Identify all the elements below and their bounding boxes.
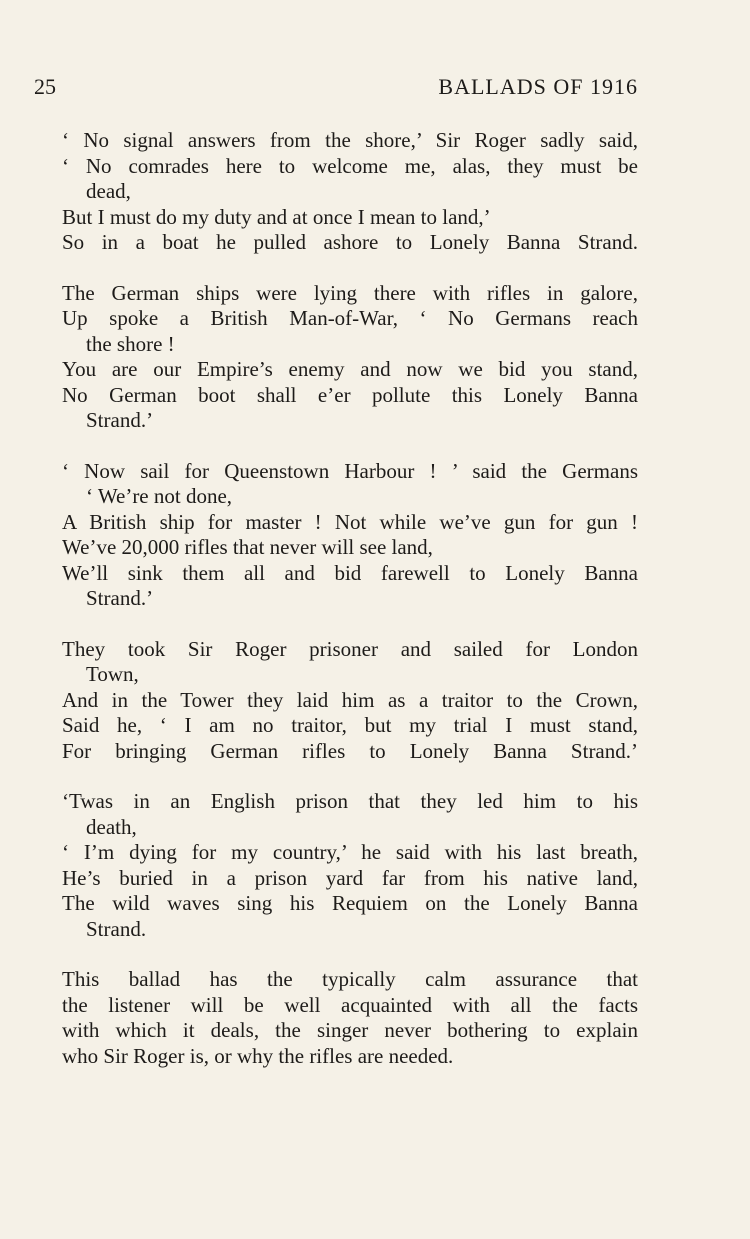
verse-line: Strand.’ [86, 408, 154, 432]
verse-line: Said he, ‘ I am no traitor, but my trial I must stand, [62, 713, 638, 737]
verse-line: Up spoke a British Man-of-War, ‘ No Germans reach [62, 306, 638, 330]
verse-line: He’s buried in a prison yard far from his native land, [62, 865, 638, 890]
commentary-line: the listener will be well acquainted with all the facts [62, 992, 638, 1017]
verse-line: The wild waves sing his Requiem on the Lonely Banna [62, 891, 638, 915]
verse-line: For bringing German rifles to Lonely Banna Strand.’ [62, 738, 638, 763]
commentary-line: with which it deals, the singer never bothering to explain [62, 1018, 638, 1042]
verse-line: ‘Twas in an English prison that they led him to his [62, 789, 638, 813]
stanza-2 [62, 281, 638, 434]
ballad-body [62, 128, 638, 1069]
verse-line: Strand.’ [86, 586, 154, 610]
verse-line: So in a boat he pulled ashore to Lonely Banna Strand. [62, 230, 638, 254]
verse-line: You are our Empire’s enemy and now we bid you stand, [62, 357, 638, 381]
commentary-line: This ballad has the typically calm assurance that [62, 967, 638, 991]
verse-line: ‘ No signal answers from the shore,’ Sir Roger sadly said, [62, 128, 638, 152]
verse-line: ‘ We’re not done, [86, 484, 233, 508]
running-title: BALLADS OF 1916 [438, 74, 638, 99]
verse-line: We’ve 20,000 rifles that never will see land, [62, 535, 433, 559]
verse-line: A British ship for master ! Not while we’ve gun for gun ! [62, 509, 638, 534]
verse-line: ‘ Now sail for Queenstown Harbour ! ’ said the Germans [62, 458, 638, 483]
verse-line: dead, [86, 179, 131, 203]
verse-line: They took Sir Roger prisoner and sailed for London [62, 636, 638, 661]
verse-line: But I must do my duty and at once I mean to land,’ [62, 204, 491, 229]
verse-line: the shore ! [86, 331, 175, 356]
commentary-paragraph [62, 967, 638, 1069]
verse-line: ‘ I’m dying for my country,’ he said with his last breath, [62, 840, 638, 864]
verse-line: Strand. [86, 916, 147, 941]
verse-line: No German boot shall e’er pollute this Lonely Banna [62, 382, 638, 407]
stanza-1 [62, 128, 638, 256]
verse-line: We’ll sink them all and bid farewell to Lonely Banna [62, 560, 638, 585]
stanza-5 [62, 789, 638, 942]
commentary-line: who Sir Roger is, or why the rifles are needed. [62, 1043, 454, 1068]
running-header [34, 74, 638, 100]
verse-line: death, [86, 814, 137, 839]
stanza-4 [62, 637, 638, 765]
verse-line: Town, [86, 662, 139, 686]
verse-line: The German ships were lying there with rifles in galore, [62, 280, 638, 305]
verse-line: And in the Tower they laid him as a traitor to the Crown, [62, 687, 638, 712]
stanza-3 [62, 459, 638, 612]
page-number: 25 [34, 74, 56, 99]
verse-line: ‘ No comrades here to welcome me, alas, they must be [62, 153, 638, 178]
